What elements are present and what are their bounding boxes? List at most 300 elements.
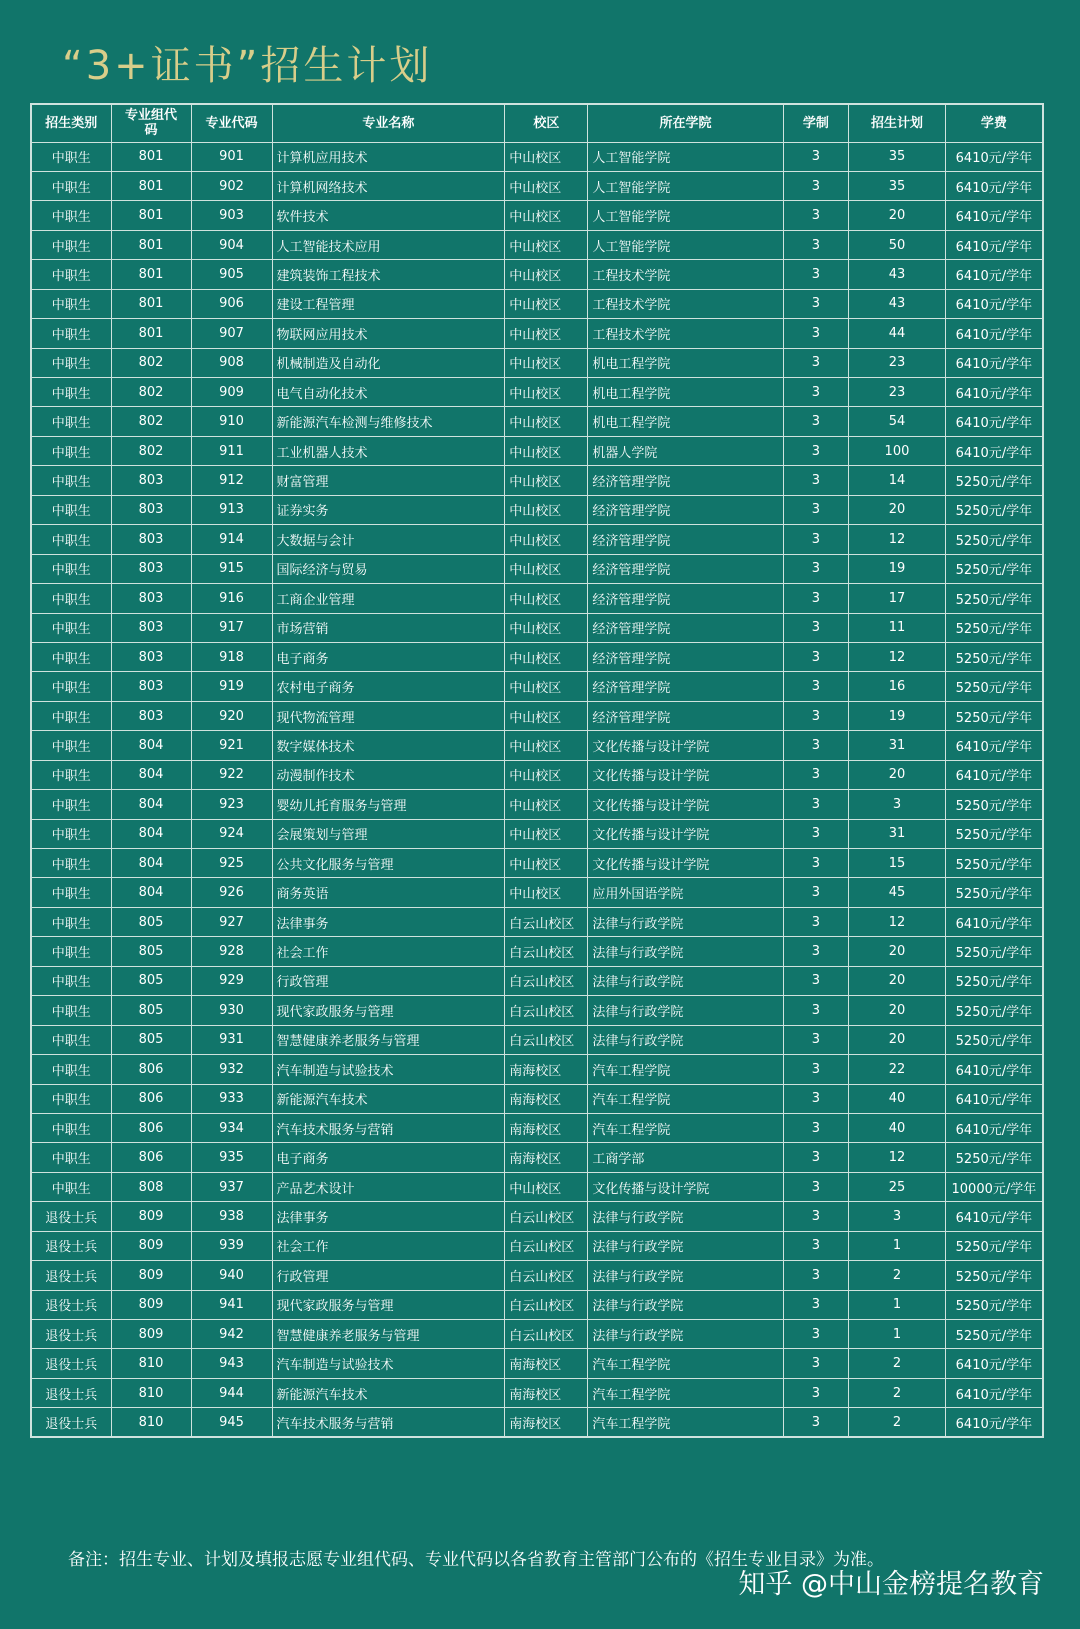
table-cell: 白云山校区 <box>505 996 588 1025</box>
table-cell: 100 <box>849 436 946 465</box>
table-cell: 中职生 <box>31 407 111 436</box>
table-row <box>31 1349 1043 1378</box>
table-cell: 文化传播与设计学院 <box>588 790 783 819</box>
table-cell: 5250元/学年 <box>945 996 1043 1025</box>
table-cell: 3 <box>783 1172 848 1201</box>
table-cell: 文化传播与设计学院 <box>588 819 783 848</box>
table-row <box>31 760 1043 789</box>
table-row <box>31 1231 1043 1260</box>
table-cell: 中职生 <box>31 525 111 554</box>
table-cell: 25 <box>849 1172 946 1201</box>
table-cell: 927 <box>191 907 272 936</box>
table-cell: 中山校区 <box>505 613 588 642</box>
table-cell: 805 <box>111 907 191 936</box>
table-cell: 南海校区 <box>505 1084 588 1113</box>
table-cell: 汽车制造与试验技术 <box>272 1349 505 1378</box>
table-cell: 40 <box>849 1113 946 1142</box>
table-cell: 6410元/学年 <box>945 319 1043 348</box>
table-cell: 5250元/学年 <box>945 672 1043 701</box>
table-cell: 中职生 <box>31 230 111 259</box>
table-cell: 中山校区 <box>505 642 588 671</box>
table-row <box>31 260 1043 289</box>
table-cell: 6410元/学年 <box>945 1055 1043 1084</box>
table-cell: 3 <box>783 937 848 966</box>
table-row <box>31 1025 1043 1054</box>
table-cell: 20 <box>849 937 946 966</box>
table-cell: 南海校区 <box>505 1408 588 1437</box>
table-cell: 905 <box>191 260 272 289</box>
table-row <box>31 1113 1043 1142</box>
table-cell: 6410元/学年 <box>945 731 1043 760</box>
table-row <box>31 672 1043 701</box>
table-cell: 804 <box>111 878 191 907</box>
table-cell: 939 <box>191 1231 272 1260</box>
table-cell: 计算机应用技术 <box>272 142 505 171</box>
table-cell: 中职生 <box>31 171 111 200</box>
table-cell: 经济管理学院 <box>588 495 783 524</box>
table-cell: 803 <box>111 613 191 642</box>
table-cell: 中职生 <box>31 289 111 318</box>
table-row <box>31 701 1043 730</box>
table-cell: 810 <box>111 1349 191 1378</box>
table-cell: 机电工程学院 <box>588 348 783 377</box>
table-cell: 白云山校区 <box>505 937 588 966</box>
table-cell: 908 <box>191 348 272 377</box>
table-cell: 中山校区 <box>505 554 588 583</box>
table-cell: 经济管理学院 <box>588 672 783 701</box>
table-cell: 801 <box>111 289 191 318</box>
table-cell: 6410元/学年 <box>945 436 1043 465</box>
header-cell: 专业组代码 <box>111 104 191 142</box>
table-cell: 3 <box>783 1055 848 1084</box>
table-cell: 工程技术学院 <box>588 319 783 348</box>
table-cell: 806 <box>111 1113 191 1142</box>
table-cell: 农村电子商务 <box>272 672 505 701</box>
table-cell: 20 <box>849 1025 946 1054</box>
table-cell: 法律与行政学院 <box>588 1261 783 1290</box>
table-cell: 机器人学院 <box>588 436 783 465</box>
table-cell: 中职生 <box>31 672 111 701</box>
table-cell: 35 <box>849 171 946 200</box>
table-cell: 54 <box>849 407 946 436</box>
table-cell: 建设工程管理 <box>272 289 505 318</box>
table-cell: 中山校区 <box>505 466 588 495</box>
table-cell: 801 <box>111 201 191 230</box>
table-cell: 43 <box>849 260 946 289</box>
table-cell: 白云山校区 <box>505 1231 588 1260</box>
table-cell: 6410元/学年 <box>945 760 1043 789</box>
table-cell: 3 <box>783 642 848 671</box>
table-cell: 中山校区 <box>505 819 588 848</box>
table-row <box>31 613 1043 642</box>
table-cell: 1 <box>849 1320 946 1349</box>
table-cell: 5250元/学年 <box>945 554 1043 583</box>
table-cell: 文化传播与设计学院 <box>588 760 783 789</box>
table-cell: 945 <box>191 1408 272 1437</box>
table-cell: 退役士兵 <box>31 1202 111 1231</box>
table-cell: 退役士兵 <box>31 1408 111 1437</box>
table-cell: 5250元/学年 <box>945 1320 1043 1349</box>
table-cell: 44 <box>849 319 946 348</box>
table-cell: 退役士兵 <box>31 1261 111 1290</box>
table-cell: 928 <box>191 937 272 966</box>
table-cell: 中山校区 <box>505 407 588 436</box>
table-cell: 3 <box>783 201 848 230</box>
table-cell: 5250元/学年 <box>945 937 1043 966</box>
table-cell: 3 <box>783 378 848 407</box>
table-cell: 智慧健康养老服务与管理 <box>272 1025 505 1054</box>
table-cell: 3 <box>783 907 848 936</box>
table-cell: 932 <box>191 1055 272 1084</box>
table-cell: 中职生 <box>31 142 111 171</box>
header-cell: 招生计划 <box>849 104 946 142</box>
table-cell: 3 <box>783 584 848 613</box>
enrollment-table-container <box>30 103 1044 1438</box>
table-cell: 3 <box>783 319 848 348</box>
table-row <box>31 878 1043 907</box>
table-row <box>31 525 1043 554</box>
table-cell: 804 <box>111 760 191 789</box>
table-cell: 3 <box>783 348 848 377</box>
table-cell: 法律与行政学院 <box>588 1290 783 1319</box>
table-cell: 804 <box>111 731 191 760</box>
table-cell: 5250元/学年 <box>945 1261 1043 1290</box>
table-cell: 907 <box>191 319 272 348</box>
table-cell: 工业机器人技术 <box>272 436 505 465</box>
table-cell: 16 <box>849 672 946 701</box>
table-cell: 20 <box>849 996 946 1025</box>
enrollment-plan-table <box>30 103 1044 1438</box>
table-cell: 建筑装饰工程技术 <box>272 260 505 289</box>
table-cell: 5250元/学年 <box>945 790 1043 819</box>
table-cell: 中山校区 <box>505 790 588 819</box>
table-cell: 大数据与会计 <box>272 525 505 554</box>
table-cell: 803 <box>111 525 191 554</box>
table-cell: 909 <box>191 378 272 407</box>
table-cell: 经济管理学院 <box>588 554 783 583</box>
table-row <box>31 319 1043 348</box>
table-cell: 中山校区 <box>505 525 588 554</box>
table-cell: 937 <box>191 1172 272 1201</box>
table-cell: 801 <box>111 230 191 259</box>
table-cell: 3 <box>783 1290 848 1319</box>
table-cell: 6410元/学年 <box>945 230 1043 259</box>
table-cell: 行政管理 <box>272 1261 505 1290</box>
table-cell: 20 <box>849 201 946 230</box>
table-row <box>31 1172 1043 1201</box>
table-cell: 人工智能学院 <box>588 201 783 230</box>
table-cell: 933 <box>191 1084 272 1113</box>
table-cell: 804 <box>111 819 191 848</box>
header-cell: 校区 <box>505 104 588 142</box>
table-cell: 财富管理 <box>272 466 505 495</box>
header-cell: 学制 <box>783 104 848 142</box>
table-cell: 会展策划与管理 <box>272 819 505 848</box>
table-cell: 中职生 <box>31 819 111 848</box>
table-cell: 11 <box>849 613 946 642</box>
table-cell: 926 <box>191 878 272 907</box>
header-cell: 学费 <box>945 104 1043 142</box>
table-cell: 经济管理学院 <box>588 466 783 495</box>
table-cell: 801 <box>111 260 191 289</box>
table-cell: 6410元/学年 <box>945 1378 1043 1407</box>
table-cell: 5250元/学年 <box>945 584 1043 613</box>
table-cell: 工程技术学院 <box>588 289 783 318</box>
table-row <box>31 1378 1043 1407</box>
table-cell: 31 <box>849 819 946 848</box>
page-title: “3+证书”招生计划 <box>62 43 433 89</box>
table-cell: 中山校区 <box>505 584 588 613</box>
table-cell: 935 <box>191 1143 272 1172</box>
table-row <box>31 849 1043 878</box>
table-cell: 3 <box>783 613 848 642</box>
table-cell: 汽车技术服务与营销 <box>272 1408 505 1437</box>
table-cell: 5250元/学年 <box>945 642 1043 671</box>
table-cell: 中职生 <box>31 436 111 465</box>
table-cell: 中山校区 <box>505 378 588 407</box>
table-cell: 经济管理学院 <box>588 642 783 671</box>
table-cell: 南海校区 <box>505 1143 588 1172</box>
table-cell: 人工智能学院 <box>588 230 783 259</box>
table-row <box>31 436 1043 465</box>
table-cell: 916 <box>191 584 272 613</box>
table-cell: 943 <box>191 1349 272 1378</box>
table-cell: 法律与行政学院 <box>588 1025 783 1054</box>
table-cell: 汽车工程学院 <box>588 1408 783 1437</box>
table-cell: 中山校区 <box>505 701 588 730</box>
table-cell: 14 <box>849 466 946 495</box>
table-cell: 803 <box>111 701 191 730</box>
table-row <box>31 495 1043 524</box>
table-cell: 6410元/学年 <box>945 1408 1043 1437</box>
table-row <box>31 996 1043 1025</box>
table-row <box>31 1408 1043 1437</box>
table-cell: 法律与行政学院 <box>588 966 783 995</box>
table-cell: 3 <box>783 554 848 583</box>
table-cell: 中山校区 <box>505 260 588 289</box>
table-row <box>31 642 1043 671</box>
table-row <box>31 1084 1043 1113</box>
table-cell: 中职生 <box>31 554 111 583</box>
table-cell: 921 <box>191 731 272 760</box>
table-cell: 934 <box>191 1113 272 1142</box>
table-row <box>31 790 1043 819</box>
table-cell: 925 <box>191 849 272 878</box>
table-cell: 中职生 <box>31 260 111 289</box>
table-cell: 现代家政服务与管理 <box>272 996 505 1025</box>
table-row <box>31 1055 1043 1084</box>
table-cell: 901 <box>191 142 272 171</box>
table-cell: 12 <box>849 1143 946 1172</box>
table-cell: 汽车工程学院 <box>588 1055 783 1084</box>
table-cell: 中山校区 <box>505 289 588 318</box>
table-cell: 810 <box>111 1378 191 1407</box>
table-cell: 3 <box>783 1378 848 1407</box>
table-cell: 802 <box>111 407 191 436</box>
table-cell: 3 <box>783 819 848 848</box>
table-cell: 人工智能技术应用 <box>272 230 505 259</box>
table-cell: 923 <box>191 790 272 819</box>
table-cell: 3 <box>783 966 848 995</box>
table-cell: 法律与行政学院 <box>588 907 783 936</box>
table-cell: 806 <box>111 1143 191 1172</box>
table-cell: 应用外国语学院 <box>588 878 783 907</box>
table-cell: 3 <box>783 1261 848 1290</box>
table-cell: 915 <box>191 554 272 583</box>
table-cell: 白云山校区 <box>505 1320 588 1349</box>
table-cell: 中职生 <box>31 907 111 936</box>
table-cell: 5250元/学年 <box>945 849 1043 878</box>
header-cell: 所在学院 <box>588 104 783 142</box>
table-cell: 15 <box>849 849 946 878</box>
table-cell: 中职生 <box>31 966 111 995</box>
table-row <box>31 142 1043 171</box>
table-row <box>31 966 1043 995</box>
table-cell: 退役士兵 <box>31 1378 111 1407</box>
table-row <box>31 466 1043 495</box>
table-cell: 社会工作 <box>272 1231 505 1260</box>
table-cell: 国际经济与贸易 <box>272 554 505 583</box>
table-cell: 3 <box>849 1202 946 1231</box>
table-cell: 43 <box>849 289 946 318</box>
table-cell: 6410元/学年 <box>945 1349 1043 1378</box>
watermark: 知乎 @中山金榜提名教育 <box>738 1569 1044 1600</box>
table-cell: 810 <box>111 1408 191 1437</box>
table-cell: 904 <box>191 230 272 259</box>
table-cell: 918 <box>191 642 272 671</box>
table-cell: 801 <box>111 142 191 171</box>
table-cell: 法律与行政学院 <box>588 1202 783 1231</box>
table-cell: 938 <box>191 1202 272 1231</box>
table-cell: 中职生 <box>31 937 111 966</box>
table-cell: 3 <box>783 495 848 524</box>
table-cell: 3 <box>783 407 848 436</box>
table-cell: 南海校区 <box>505 1055 588 1084</box>
table-cell: 942 <box>191 1320 272 1349</box>
table-cell: 19 <box>849 554 946 583</box>
table-cell: 6410元/学年 <box>945 260 1043 289</box>
table-row <box>31 1261 1043 1290</box>
table-cell: 19 <box>849 701 946 730</box>
table-cell: 市场营销 <box>272 613 505 642</box>
table-cell: 20 <box>849 495 946 524</box>
table-cell: 3 <box>783 289 848 318</box>
table-cell: 中职生 <box>31 760 111 789</box>
table-cell: 中职生 <box>31 348 111 377</box>
table-cell: 3 <box>783 142 848 171</box>
table-cell: 5250元/学年 <box>945 1231 1043 1260</box>
table-cell: 6410元/学年 <box>945 201 1043 230</box>
table-cell: 6410元/学年 <box>945 1202 1043 1231</box>
table-cell: 22 <box>849 1055 946 1084</box>
table-cell: 机电工程学院 <box>588 378 783 407</box>
table-cell: 5250元/学年 <box>945 878 1043 907</box>
table-cell: 中职生 <box>31 201 111 230</box>
table-cell: 809 <box>111 1231 191 1260</box>
table-cell: 南海校区 <box>505 1349 588 1378</box>
table-cell: 工程技术学院 <box>588 260 783 289</box>
table-cell: 902 <box>191 171 272 200</box>
table-cell: 6410元/学年 <box>945 907 1043 936</box>
table-cell: 经济管理学院 <box>588 613 783 642</box>
table-cell: 802 <box>111 436 191 465</box>
table-cell: 退役士兵 <box>31 1231 111 1260</box>
table-cell: 6410元/学年 <box>945 378 1043 407</box>
table-cell: 文化传播与设计学院 <box>588 1172 783 1201</box>
table-cell: 912 <box>191 466 272 495</box>
table-cell: 中职生 <box>31 466 111 495</box>
table-row <box>31 171 1043 200</box>
table-header-row <box>31 104 1043 142</box>
table-cell: 3 <box>783 731 848 760</box>
table-cell: 汽车工程学院 <box>588 1378 783 1407</box>
table-cell: 12 <box>849 642 946 671</box>
table-cell: 计算机网络技术 <box>272 171 505 200</box>
table-cell: 12 <box>849 525 946 554</box>
table-cell: 新能源汽车检测与维修技术 <box>272 407 505 436</box>
table-cell: 中职生 <box>31 1143 111 1172</box>
table-cell: 中职生 <box>31 1084 111 1113</box>
table-cell: 2 <box>849 1408 946 1437</box>
table-cell: 920 <box>191 701 272 730</box>
table-row <box>31 407 1043 436</box>
table-cell: 919 <box>191 672 272 701</box>
table-cell: 中职生 <box>31 731 111 760</box>
table-cell: 6410元/学年 <box>945 348 1043 377</box>
table-cell: 1 <box>849 1290 946 1319</box>
table-cell: 809 <box>111 1261 191 1290</box>
table-cell: 6410元/学年 <box>945 1084 1043 1113</box>
table-cell: 929 <box>191 966 272 995</box>
table-row <box>31 348 1043 377</box>
table-cell: 804 <box>111 849 191 878</box>
table-cell: 法律与行政学院 <box>588 1320 783 1349</box>
table-cell: 软件技术 <box>272 201 505 230</box>
table-cell: 白云山校区 <box>505 907 588 936</box>
table-cell: 新能源汽车技术 <box>272 1084 505 1113</box>
table-cell: 法律与行政学院 <box>588 937 783 966</box>
table-cell: 中山校区 <box>505 230 588 259</box>
table-cell: 5250元/学年 <box>945 1025 1043 1054</box>
table-cell: 中职生 <box>31 584 111 613</box>
table-cell: 801 <box>111 171 191 200</box>
table-cell: 3 <box>783 466 848 495</box>
table-cell: 工商学部 <box>588 1143 783 1172</box>
table-row <box>31 584 1043 613</box>
table-cell: 汽车技术服务与营销 <box>272 1113 505 1142</box>
table-cell: 现代物流管理 <box>272 701 505 730</box>
table-cell: 中职生 <box>31 613 111 642</box>
table-cell: 3 <box>783 1113 848 1142</box>
table-cell: 中职生 <box>31 701 111 730</box>
table-cell: 5250元/学年 <box>945 495 1043 524</box>
table-cell: 中山校区 <box>505 849 588 878</box>
table-cell: 805 <box>111 1025 191 1054</box>
table-cell: 5250元/学年 <box>945 466 1043 495</box>
table-cell: 3 <box>783 878 848 907</box>
table-cell: 23 <box>849 378 946 407</box>
table-cell: 6410元/学年 <box>945 289 1043 318</box>
table-cell: 物联网应用技术 <box>272 319 505 348</box>
table-cell: 17 <box>849 584 946 613</box>
table-cell: 35 <box>849 142 946 171</box>
table-cell: 803 <box>111 584 191 613</box>
table-cell: 805 <box>111 966 191 995</box>
table-cell: 809 <box>111 1290 191 1319</box>
table-row <box>31 554 1043 583</box>
table-cell: 3 <box>783 996 848 1025</box>
table-cell: 802 <box>111 378 191 407</box>
